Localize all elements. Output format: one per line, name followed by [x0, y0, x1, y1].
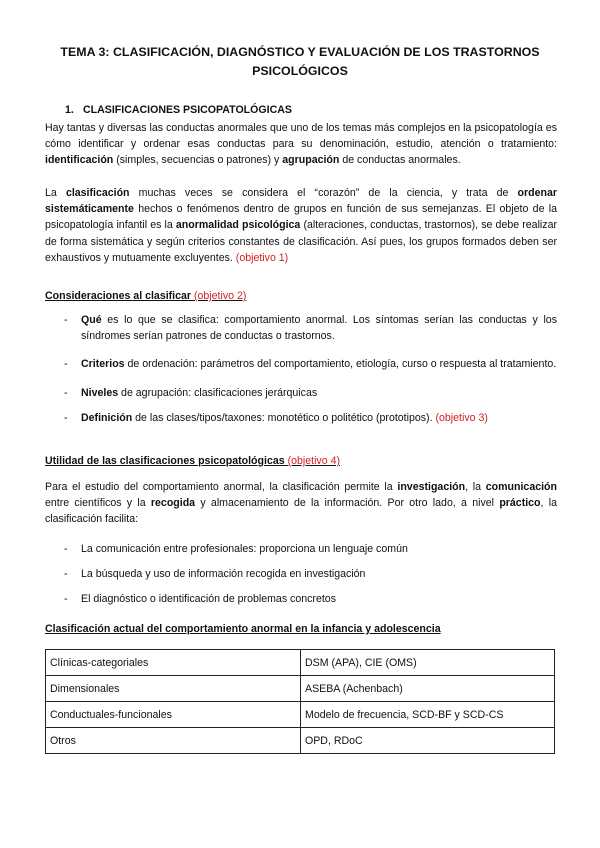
bold-text: recogida: [150, 497, 196, 510]
classification-paragraph: [45, 185, 557, 266]
title-line-2: PSICOLÓGICOS: [252, 64, 348, 78]
table-cell: Clínicas-categoriales: [46, 650, 301, 676]
objective-tag: (objetivo 4): [287, 455, 340, 467]
text: (simples, secuencias o patrones) y: [113, 154, 283, 167]
table-row: [46, 650, 555, 676]
list-item: [45, 591, 557, 607]
objective-tag: (objetivo 1): [235, 251, 289, 264]
utility-heading: [45, 455, 340, 467]
text: (alteraciones, conductas, trastornos), se debe realizar de forma sistemática y según criterios constantes de clasificación. Así pues, los grupos formados deben ser exhaustivos y mutuamente excluyentes.: [45, 219, 557, 264]
table-cell: OPD, RDoC: [301, 728, 555, 754]
text: de las clases/tipos/taxones: monotético o politético (prototipos).: [132, 411, 436, 424]
list-item: [45, 566, 557, 582]
text: de ordenación: parámetros del comportamiento, etiología, curso o respuesta al tratamiento.: [124, 358, 557, 371]
text: , la clasificación facilita:: [45, 497, 557, 526]
bullet-dash: -: [64, 593, 68, 606]
text: El diagnóstico o identificación de problemas concretos: [81, 593, 336, 606]
bold-text: Qué: [81, 314, 102, 326]
text: de agrupación: clasificaciones jerárquicas: [118, 386, 318, 399]
text: La búsqueda y uso de información recogida en investigación: [81, 568, 366, 581]
table-cell: Otros: [46, 728, 301, 754]
list-item: [45, 312, 557, 344]
table-cell: DSM (APA), CIE (OMS): [301, 650, 555, 676]
table-cell: Dimensionales: [46, 676, 301, 702]
heading-text: Utilidad de las clasificaciones psicopatológicas: [45, 455, 285, 467]
section-label: CLASIFICACIONES PSICOPATOLÓGICAS: [83, 104, 292, 116]
bold-text: ordenar sistemáticamente: [45, 187, 557, 216]
text: entre científicos y la: [45, 497, 151, 510]
classification-table: [45, 649, 555, 754]
title-line-1: TEMA 3: CLASIFICACIÓN, DIAGNÓSTICO Y EVALUACIÓN DE LOS TRASTORNOS: [60, 45, 540, 59]
text: La comunicación entre profesionales: proporciona un lenguaje común: [81, 543, 408, 555]
bold-text: investigación: [397, 481, 466, 493]
list-item: [45, 410, 557, 426]
bullet-dash: -: [64, 568, 68, 581]
text: , la: [465, 481, 486, 493]
utility-paragraph: [45, 479, 557, 528]
bold-text: agrupación: [282, 154, 340, 167]
page-title: [40, 43, 560, 81]
considerations-list: [45, 312, 557, 426]
bold-text: Criterios: [81, 358, 125, 371]
bullet-dash: -: [64, 314, 68, 326]
text: hechos o fenómenos dentro de grupos en función de sus semejanzas. El objeto de la psicopatología infantil es la: [45, 203, 557, 232]
bullet-dash: -: [64, 386, 68, 399]
list-item: [45, 541, 557, 557]
bold-text: Niveles: [81, 386, 119, 399]
intro-paragraph: [45, 120, 557, 169]
bold-text: identificación: [45, 154, 114, 167]
bold-text: práctico: [499, 497, 541, 510]
objective-tag: (objetivo 3): [435, 411, 488, 424]
considerations-heading: [45, 290, 246, 302]
table-row: [46, 728, 555, 754]
bullet-dash: -: [64, 543, 68, 555]
table-cell: Conductuales-funcionales: [46, 702, 301, 728]
utility-list: [45, 541, 557, 608]
text: y almacenamiento de la información. Por otro lado, a nivel: [195, 497, 500, 510]
bold-text: comunicación: [485, 481, 557, 493]
table-row: [46, 676, 555, 702]
list-item: [45, 385, 557, 401]
table-row: [46, 702, 555, 728]
text: La: [45, 187, 66, 199]
table-cell: Modelo de frecuencia, SCD-BF y SCD-CS: [301, 702, 555, 728]
bullet-dash: -: [64, 358, 68, 371]
text: Hay tantas y diversas las conductas anormales que uno de los temas más complejos en la psicopatología es cómo identificar y ordenar esas conductas para su denominación, estudio, atención o tratamiento:: [45, 122, 557, 151]
text: de conductas anormales.: [339, 154, 461, 167]
bold-text: Definición: [81, 411, 133, 424]
text: es lo que se clasifica: comportamiento anormal. Los síntomas serían las conductas y los síndromes serían patrones de conductas o trastornos.: [81, 314, 557, 343]
table-cell: ASEBA (Achenbach): [301, 676, 555, 702]
list-item: [45, 356, 557, 372]
heading-text: Consideraciones al clasificar: [45, 290, 192, 302]
section-number: 1.: [65, 104, 74, 116]
current-classification-heading: Clasificación actual del comportamiento anormal en la infancia y adolescencia: [45, 623, 441, 635]
text: Para el estudio del comportamiento anormal, la clasificación permite la: [45, 481, 398, 493]
bold-text: anormalidad psicológica: [175, 219, 301, 232]
bold-text: clasificación: [65, 187, 130, 199]
bullet-dash: -: [64, 411, 68, 424]
text: muchas veces se considera el “corazón” de la ciencia, y trata de: [129, 187, 518, 199]
section-heading: [65, 104, 292, 116]
objective-tag: (objetivo 2): [193, 290, 247, 302]
